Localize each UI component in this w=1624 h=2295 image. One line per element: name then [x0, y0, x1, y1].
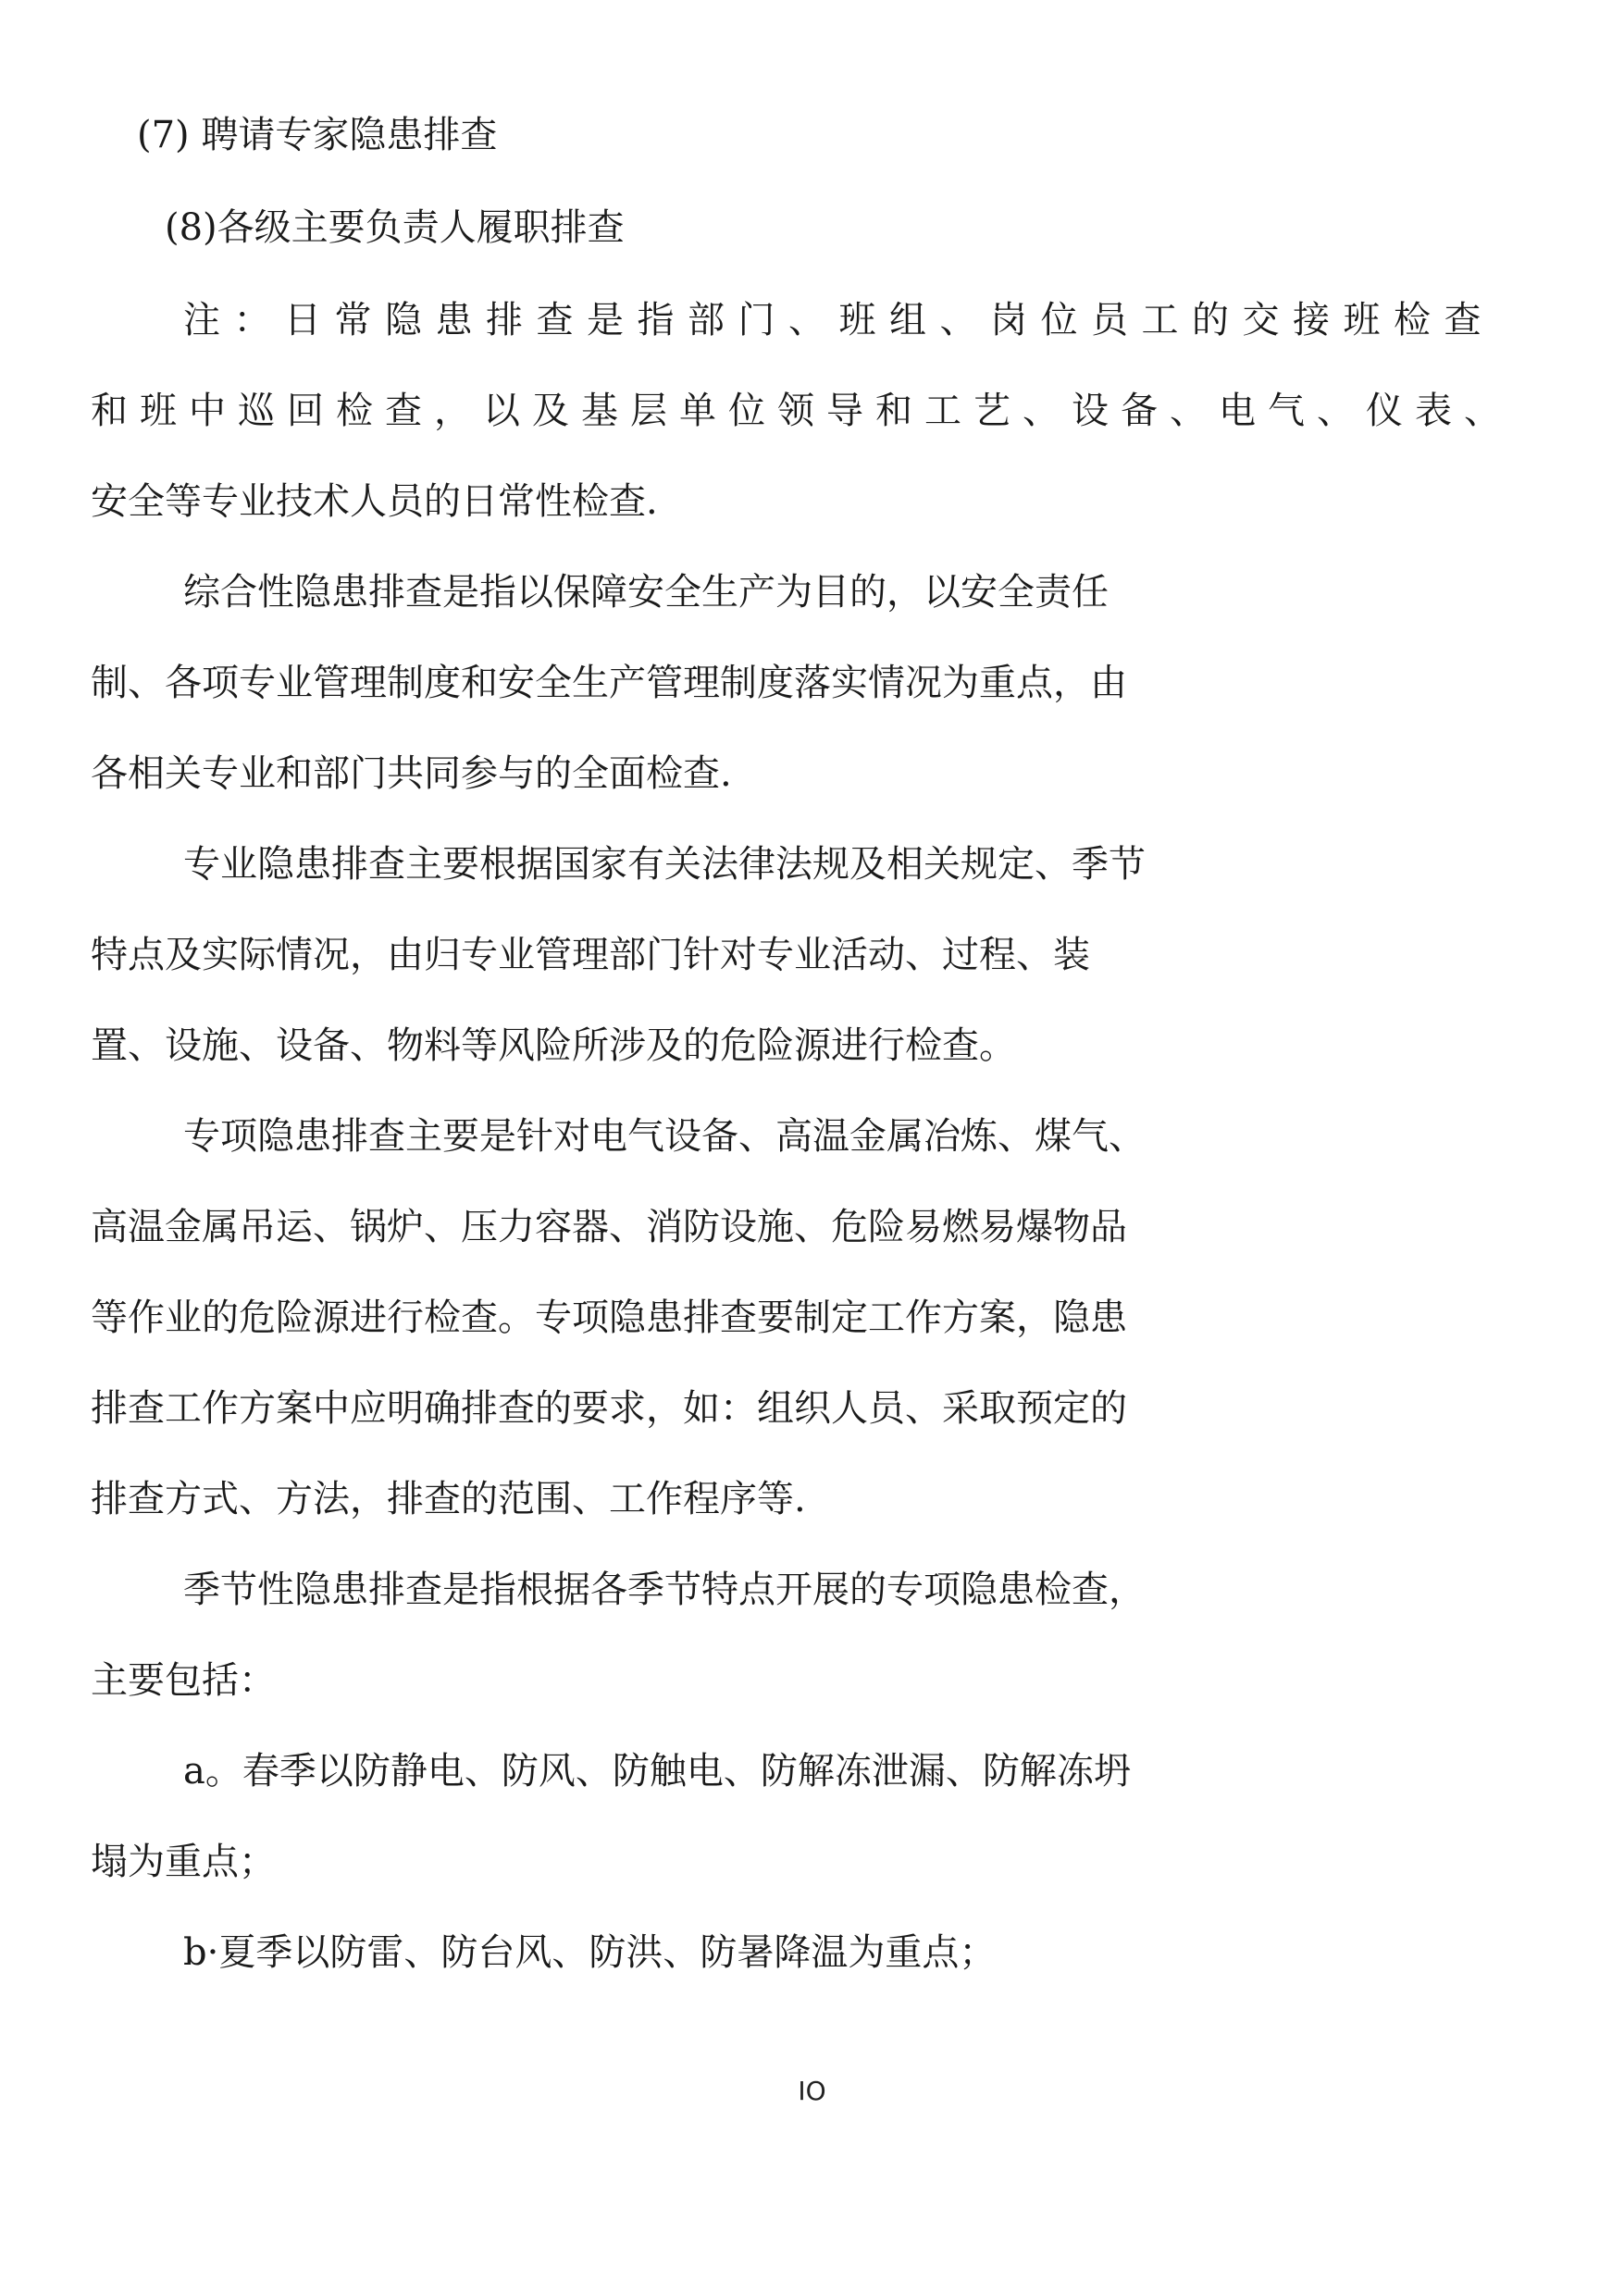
paragraph-comprehensive-line-1: 综合性隐患排查是指以保障安全生产为目的，以安全责任 — [183, 571, 1109, 614]
paragraph-seasonal-line-2: 主要包括： — [91, 1659, 276, 1702]
paragraph-comprehensive-line-2: 制、各项专业管理制度和安全生产管理制度落实情况为重点，由 — [91, 662, 1127, 704]
paragraph-comprehensive-line-3: 各相关专业和部门共同参与的全面检查. — [91, 752, 732, 795]
paragraph-special-line-3: 等作业的危险源进行检查。专项隐患排查要制定工作方案，隐患 — [91, 1296, 1127, 1339]
note-line-3: 安全等专业技术人员的日常性检查. — [91, 480, 658, 523]
paragraph-professional-line-2: 特点及实际情况，由归专业管理部门针对专业活动、过程、装 — [91, 934, 1090, 976]
note-line-1: 注：日常隐患排查是指部门、班组、岗位员工的交接班检查 — [183, 299, 1494, 341]
page-number: IO — [798, 2076, 826, 2106]
paragraph-special-line-1: 专项隐患排查主要是针对电气设备、高温金属冶炼、煤气、 — [183, 1115, 1146, 1158]
paragraph-special-line-5: 排查方式、方法，排查的范围、工作程序等. — [91, 1478, 806, 1520]
paragraph-special-line-2: 高温金属吊运、锅炉、压力容器、消防设施、危险易燃易爆物品 — [91, 1206, 1127, 1248]
paragraph-professional-line-3: 置、设施、设备、物料等风险所涉及的危险源进行检查。 — [91, 1024, 1016, 1067]
paragraph-special-line-4: 排查工作方案中应明确排查的要求，如：组织人员、采取预定的 — [91, 1387, 1127, 1430]
note-line-2: 和班中巡回检查，以及基层单位领导和工艺、设备、电气、仪表、 — [91, 390, 1513, 432]
list-item-7: (7) 聘请专家隐患排查 — [137, 114, 498, 156]
item-summer: b·夏季以防雷、防台风、防洪、防暑降温为重点； — [183, 1931, 997, 1974]
paragraph-professional-line-1: 专业隐患排查主要根据国家有关法律法规及相关规定、季节 — [183, 843, 1146, 886]
item-spring-line-2: 塌为重点； — [91, 1841, 276, 1883]
paragraph-seasonal-line-1: 季节性隐患排查是指根据各季节特点开展的专项隐患检查， — [183, 1569, 1146, 1611]
list-item-8: (8)各级主要负责人履职排查 — [165, 206, 625, 249]
item-spring-line-1: a。春季以防静电、防风、防触电、防解冻泄漏、防解冻坍 — [183, 1750, 1131, 1793]
